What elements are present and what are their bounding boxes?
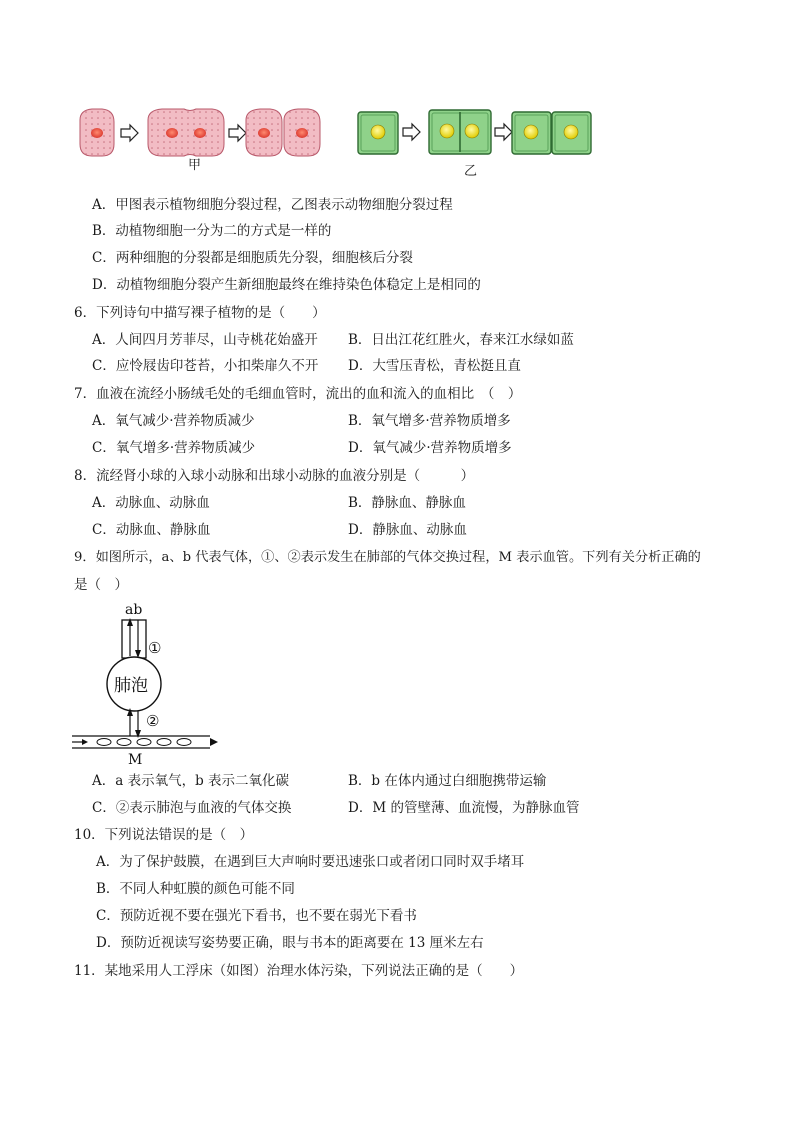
q6-option-b: B．日出江花红胜火，春来江水绿如蓝 <box>348 332 574 348</box>
q7-option-d: D．氧气减少·营养物质增多 <box>348 440 512 456</box>
arrow-icon <box>403 124 420 140</box>
cell-division-figure <box>72 98 612 178</box>
q10-option-a: A．为了保护鼓膜，在遇到巨大声响时要迅速张口或者闭口同时双手堵耳 <box>96 854 525 870</box>
q9-option-b: B．b 在体内通过白细胞携带运输 <box>348 773 547 789</box>
q8-stem: 8．流经肾小球的入球小动脉和出球小动脉的血液分别是（ ） <box>74 468 475 484</box>
label-jia: 甲 <box>188 158 202 173</box>
q6-stem: 6．下列诗句中描写裸子植物的是（ ） <box>74 305 326 321</box>
plant-cells-divided <box>512 112 591 154</box>
q10-stem: 10．下列说法错误的是（ ） <box>74 827 254 843</box>
label-2: ② <box>146 712 160 730</box>
q6-option-d: D．大雪压青松，青松挺且直 <box>348 358 521 374</box>
q7-option-c: C．氧气增多·营养物质减少 <box>92 440 256 456</box>
animal-cells-divided <box>246 109 320 156</box>
alveolus-diagram <box>70 598 220 768</box>
label-m: M <box>128 752 143 768</box>
q6-option-c: C．应怜屐齿印苍苔，小扣柴扉久不开 <box>92 358 319 374</box>
q9-stem-line2: 是（ ） <box>74 577 128 593</box>
label-alveolus: 肺泡 <box>114 676 148 696</box>
q7-stem: 7．血液在流经小肠绒毛处的毛细血管时，流出的血和流入的血相比 （ ） <box>74 386 522 402</box>
q5-option-c: C．两种细胞的分裂都是细胞质先分裂，细胞核后分裂 <box>92 250 413 266</box>
q6-option-a: A．人间四月芳菲尽，山寺桃花始盛开 <box>92 332 318 348</box>
q5-option-b: B．动植物细胞一分为二的方式是一样的 <box>92 223 332 239</box>
plant-cell-dividing <box>429 110 491 154</box>
q9-option-c: C．②表示肺泡与血液的气体交换 <box>92 800 292 816</box>
q9-option-d: D．M 的管壁薄、血流慢，为静脉血管 <box>348 800 580 816</box>
q8-option-b: B．静脉血、静脉血 <box>348 495 466 511</box>
label-ab: ab <box>125 602 143 618</box>
q7-option-a: A．氧气减少·营养物质减少 <box>92 413 255 429</box>
q11-stem: 11．某地采用人工浮床（如图）治理水体污染，下列说法正确的是（ ） <box>74 963 524 979</box>
animal-cell-single <box>80 109 114 156</box>
plant-cell-single <box>358 112 398 154</box>
q8-option-d: D．静脉血、动脉血 <box>348 522 467 538</box>
q8-option-c: C．动脉血、静脉血 <box>92 522 211 538</box>
arrow-icon <box>121 125 138 141</box>
q8-option-a: A．动脉血、动脉血 <box>92 495 210 511</box>
arrow-icon <box>495 124 512 140</box>
label-1: ① <box>148 639 162 657</box>
q10-option-b: B．不同人种虹膜的颜色可能不同 <box>96 881 295 897</box>
q5-option-d: D．动植物细胞分裂产生新细胞最终在维持染色体稳定上是相同的 <box>92 277 481 293</box>
q7-option-b: B．氧气增多·营养物质增多 <box>348 413 511 429</box>
label-yi: 乙 <box>464 164 478 179</box>
arrow-icon <box>229 125 246 141</box>
q5-option-a: A．甲图表示植物细胞分裂过程，乙图表示动物细胞分裂过程 <box>92 197 453 213</box>
q10-option-c: C．预防近视不要在强光下看书，也不要在弱光下看书 <box>96 908 417 924</box>
q9-stem-line1: 9．如图所示，a、b 代表气体，①、②表示发生在肺部的气体交换过程，M 表示血管。下列有关分析正确的 <box>74 550 701 565</box>
animal-cell-dividing <box>148 109 224 156</box>
q10-option-d: D．预防近视读写姿势要正确，眼与书本的距离要在 13 厘米左右 <box>96 935 484 951</box>
q9-option-a: A．a 表示氧气，b 表示二氧化碳 <box>92 773 290 789</box>
